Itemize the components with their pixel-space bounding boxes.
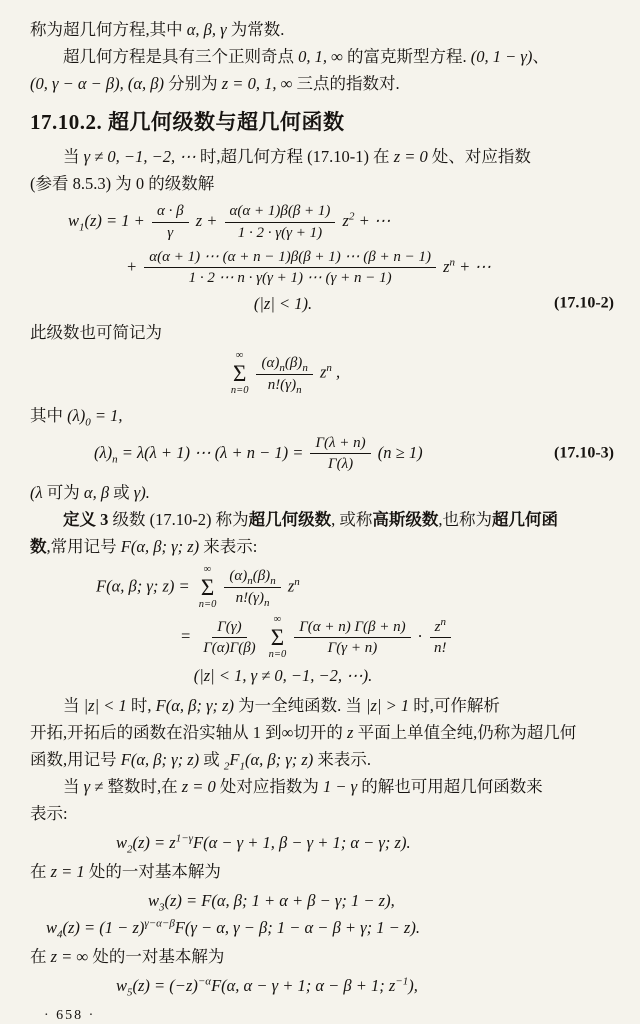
math-run: z xyxy=(347,722,354,742)
math-run: n! xyxy=(434,640,447,657)
subscript: n xyxy=(279,361,285,374)
text-line xyxy=(30,746,614,773)
math-run: α · β xyxy=(156,203,184,219)
fraction xyxy=(429,615,452,659)
math-run: z = ∞ xyxy=(50,947,89,967)
math-run: |z| > 1 xyxy=(366,695,410,715)
math-run: F(α − γ + 1, β − γ + 1; α − γ; z). xyxy=(193,832,411,852)
math-run: Γ(γ) xyxy=(217,618,242,635)
subscript: 2 xyxy=(223,760,230,773)
equation-number: (17.10-3) xyxy=(554,444,614,462)
math-run: z xyxy=(434,618,441,635)
math-run: F(α, β; γ; z) xyxy=(120,749,200,769)
page-footer xyxy=(30,1002,614,1024)
subscript: 1 xyxy=(79,221,85,234)
page-number: · 658 · xyxy=(44,1007,96,1023)
text-run: (参看 8.5.3) 为 0 的级数解 xyxy=(30,174,215,193)
text-line xyxy=(30,43,614,70)
superscript: 1−γ xyxy=(175,832,193,845)
math-run: w xyxy=(68,211,80,231)
math-run: w xyxy=(148,891,160,911)
text-line xyxy=(30,70,614,97)
math-run: (0, 1 − γ) xyxy=(470,47,533,66)
text-run: 处对应指数为 xyxy=(215,776,323,796)
fraction-numerator xyxy=(225,202,336,223)
math-run: α(α + 1)β(β + 1) xyxy=(229,203,331,219)
text-run: , 或称 xyxy=(331,510,373,530)
text-run: 的解也可用超几何函数来 xyxy=(357,776,543,796)
subscript: n xyxy=(270,575,276,588)
text-run: 时, xyxy=(126,695,156,715)
formula-line xyxy=(30,351,614,396)
superscript: n xyxy=(326,362,332,375)
math-run: = xyxy=(180,626,196,646)
text-line xyxy=(30,143,614,170)
fraction-denominator xyxy=(184,268,397,288)
math-run: z xyxy=(439,256,450,276)
math-run: (z) = z xyxy=(132,832,176,852)
text-run: 处、对应指数 xyxy=(427,147,531,166)
math-run: γ ≠ xyxy=(83,776,104,796)
subscript: 2 xyxy=(127,843,133,856)
text-run: ,常用记号 xyxy=(46,537,121,557)
fraction xyxy=(144,248,436,289)
bold-text-run: 超几何函 xyxy=(491,510,558,530)
math-run: (n ≥ 1) xyxy=(373,442,423,462)
math-run: (λ) xyxy=(94,442,113,462)
text-run: 的富克斯型方程. xyxy=(342,47,471,66)
superscript: −α xyxy=(197,975,212,988)
text-run: 来表示: xyxy=(199,537,258,557)
math-run: z = 0, 1, ∞ xyxy=(221,74,293,93)
subscript: 3 xyxy=(159,901,165,914)
summation-upper-limit: ∞ xyxy=(235,350,244,362)
math-run: F(γ − α, γ − β; 1 − α − β + γ; 1 − z). xyxy=(174,917,420,937)
text-run: 或 xyxy=(199,749,224,769)
fraction-denominator xyxy=(323,638,383,658)
superscript: −1 xyxy=(395,975,409,988)
math-run: 1 · 2 ⋯ n · γ(γ + 1) ⋯ (γ + n − 1) xyxy=(188,270,392,287)
text-line xyxy=(30,479,614,506)
bold-text-run: 数 xyxy=(30,537,47,557)
math-run: Γ(α)Γ(β) xyxy=(203,640,256,657)
text-run: 称为超几何方程,其中 xyxy=(30,20,187,39)
sigma-symbol: Σ xyxy=(232,360,247,386)
fraction-denominator xyxy=(231,588,275,608)
text-line xyxy=(30,506,614,533)
text-run: 整数时,在 xyxy=(103,776,182,796)
subscript: n xyxy=(247,575,253,588)
text-line xyxy=(30,719,614,746)
math-run: (α, β; γ; z) xyxy=(244,749,314,769)
fraction-denominator xyxy=(263,375,307,395)
math-run: F xyxy=(229,749,240,769)
math-run: z = 1 xyxy=(50,862,85,882)
text-run: 在 xyxy=(30,862,51,882)
superscript: n xyxy=(449,256,456,269)
math-run: + xyxy=(126,256,142,276)
math-run: z = 0 xyxy=(181,776,216,796)
text-run: 在 xyxy=(30,947,51,967)
formula-line xyxy=(30,917,614,938)
math-run: (β) xyxy=(284,354,303,371)
math-run: (z) = (−z) xyxy=(132,976,198,996)
math-run: w xyxy=(116,976,128,996)
text-run: 时,超几何方程 (17.10-1) 在 xyxy=(195,147,394,166)
math-run: |z| < 1 xyxy=(83,695,127,715)
math-run: (α) xyxy=(261,354,280,371)
math-run: z xyxy=(283,576,295,596)
formula-line xyxy=(30,434,614,475)
text-line xyxy=(30,533,614,560)
math-run: + ⋯ xyxy=(455,256,491,276)
math-run: (z) = F(α, β; 1 + α + β − γ; 1 − z), xyxy=(164,891,395,911)
text-line xyxy=(30,319,614,346)
formula-line xyxy=(30,615,614,660)
text-run: 当 xyxy=(63,147,84,166)
math-run: = 1, xyxy=(90,405,123,425)
fraction-numerator xyxy=(310,434,370,455)
fraction-denominator xyxy=(198,638,260,658)
math-run: w xyxy=(116,832,128,852)
text-line xyxy=(30,943,614,970)
formula-line xyxy=(30,975,614,999)
text-line xyxy=(30,858,614,885)
text-line xyxy=(30,402,614,429)
math-run: F(α, β; γ; z) xyxy=(120,537,200,557)
text-run: 为常数. xyxy=(226,20,285,39)
summation-lower-limit: n=0 xyxy=(198,598,217,610)
subscript: n xyxy=(112,452,118,465)
fraction-denominator xyxy=(233,223,327,243)
text-line xyxy=(30,800,614,827)
summation-operator xyxy=(269,615,287,660)
math-run: , xyxy=(331,362,341,382)
subscript: 5 xyxy=(127,986,133,999)
subscript: n xyxy=(263,597,270,610)
summation-operator xyxy=(199,565,217,610)
fraction-denominator xyxy=(429,638,452,658)
equation-number: (17.10-2) xyxy=(554,294,614,312)
text-run: 开拓,开拓后的函数在沿实轴从 1 到∞切开的 xyxy=(30,722,348,742)
fraction xyxy=(225,202,336,243)
subscript: 4 xyxy=(57,927,63,940)
fraction-numerator xyxy=(212,618,246,639)
math-run: (z) = 1 + xyxy=(84,211,149,231)
bold-text-run: 超几何级数 xyxy=(248,510,332,530)
fraction-denominator xyxy=(323,454,358,474)
math-run: (0, γ − α − β), (α, β) xyxy=(30,74,165,93)
subscript: n xyxy=(302,361,308,374)
math-run: α, β, γ xyxy=(186,20,227,39)
math-run: γ). xyxy=(133,483,150,503)
math-run: F(α, β; γ; z) xyxy=(155,695,234,715)
math-run: (λ) xyxy=(67,405,86,425)
math-run: (α) xyxy=(229,568,248,585)
text-run: 处的一对基本解为 xyxy=(88,947,225,967)
text-run: 平面上单值全纯,仍称为超几何 xyxy=(353,722,577,742)
formula-line xyxy=(30,665,614,686)
formula-line xyxy=(30,202,614,243)
text-run: 函数,用记号 xyxy=(30,749,121,769)
summation-operator xyxy=(231,351,249,396)
math-run: (z) = (1 − z) xyxy=(62,917,145,937)
sigma-symbol: Σ xyxy=(270,624,285,650)
text-run: 三点的指数对. xyxy=(292,74,400,93)
text-run: 分别为 xyxy=(164,74,222,93)
math-run: 1 − γ xyxy=(323,776,358,796)
fraction-numerator xyxy=(294,618,410,639)
math-run: γ xyxy=(167,224,174,241)
subscript: n xyxy=(296,383,302,396)
sigma-symbol: Σ xyxy=(200,574,215,600)
formula-line xyxy=(30,293,614,314)
text-run: ,也称为 xyxy=(438,510,492,530)
text-run: 此级数也可简记为 xyxy=(30,323,162,343)
math-run: z + xyxy=(191,211,222,231)
math-run: γ ≠ 0, −1, −2, ⋯ xyxy=(83,147,196,166)
text-line xyxy=(30,16,614,43)
text-run: 来表示. xyxy=(313,749,371,769)
text-run: 为一全纯函数. 当 xyxy=(234,695,366,715)
math-run: α(α + 1) ⋯ (α + n − 1)β(β + 1) ⋯ (β + n − 1) xyxy=(149,248,431,265)
fraction-numerator xyxy=(256,354,312,375)
text-run: 或 xyxy=(109,483,134,503)
text-run: 表示: xyxy=(30,803,68,823)
formula-line xyxy=(30,248,614,289)
math-run: Γ(α + n) Γ(β + n) xyxy=(299,618,406,635)
math-run: Γ(λ) xyxy=(328,456,354,473)
math-run: n!(γ) xyxy=(235,590,264,607)
math-run: 1 · 2 · γ(γ + 1) xyxy=(237,224,323,241)
text-line xyxy=(30,170,614,197)
text-run: 其中 xyxy=(30,405,68,425)
summation-upper-limit: ∞ xyxy=(273,614,282,626)
text-line xyxy=(30,773,614,800)
math-run: (|z| < 1). xyxy=(253,294,313,313)
math-run: · xyxy=(413,626,427,646)
text-run: 当 xyxy=(63,695,84,715)
fraction-numerator xyxy=(430,615,451,639)
fraction xyxy=(198,618,260,659)
math-run: (λ xyxy=(30,483,43,503)
superscript: n xyxy=(294,575,300,588)
math-run: α, β xyxy=(83,483,110,503)
math-run: 0, 1, ∞ xyxy=(298,47,343,66)
subscript: 0 xyxy=(85,415,91,428)
fraction-numerator xyxy=(224,567,280,588)
scanned-page-content xyxy=(30,16,614,1002)
section-heading xyxy=(30,106,614,136)
bold-text-run: 高斯级数 xyxy=(372,510,439,530)
formula-line xyxy=(30,890,614,914)
math-run: F(α, α − γ + 1; α − β + 1; z xyxy=(211,976,396,996)
text-run: 级数 (17.10-2) 称为 xyxy=(108,510,249,530)
math-run: Γ(λ + n) xyxy=(315,434,366,451)
bold-text-run: 定义 3 xyxy=(63,510,109,530)
math-run: Γ(γ + n) xyxy=(327,640,378,657)
summation-upper-limit: ∞ xyxy=(203,564,212,576)
text-run: 超几何方程是具有三个正则奇点 xyxy=(63,47,299,66)
superscript: γ−α−β xyxy=(144,917,175,930)
math-run: (β) xyxy=(252,568,271,585)
math-run: z xyxy=(338,211,349,231)
text-line xyxy=(30,692,614,719)
summation-lower-limit: n=0 xyxy=(230,385,249,397)
math-run: + ⋯ xyxy=(354,211,391,231)
text-run: 处的一对基本解为 xyxy=(84,862,221,882)
fraction xyxy=(256,354,312,395)
math-run: n!(γ) xyxy=(267,376,297,393)
math-run: (|z| < 1, γ ≠ 0, −1, −2, ⋯). xyxy=(193,666,373,686)
fraction-numerator xyxy=(144,248,436,269)
math-run: F(α, β; γ; z) = xyxy=(96,576,194,596)
superscript: 2 xyxy=(348,210,355,223)
fraction xyxy=(310,434,370,475)
math-run: w xyxy=(46,917,58,937)
fraction xyxy=(224,567,280,608)
text-run: 、 xyxy=(532,47,549,66)
text-run: 17.10.2. 超几何级数与超几何函数 xyxy=(30,110,345,134)
formula-line xyxy=(30,565,614,610)
fraction xyxy=(294,618,410,659)
text-run: 当 xyxy=(63,776,84,796)
math-run: ), xyxy=(408,976,418,996)
math-run: z = 0 xyxy=(393,147,428,166)
math-run: z xyxy=(315,362,327,382)
summation-lower-limit: n=0 xyxy=(268,648,287,660)
fraction xyxy=(152,202,189,243)
text-run: 时,可作解析 xyxy=(409,695,500,715)
math-run: = λ(λ + 1) ⋯ (λ + n − 1) = xyxy=(117,442,308,462)
text-run: 可为 xyxy=(42,483,84,503)
fraction-numerator xyxy=(152,202,189,223)
superscript: n xyxy=(440,615,446,628)
formula-line xyxy=(30,832,614,856)
fraction-denominator xyxy=(162,223,178,243)
subscript: 1 xyxy=(239,760,245,773)
